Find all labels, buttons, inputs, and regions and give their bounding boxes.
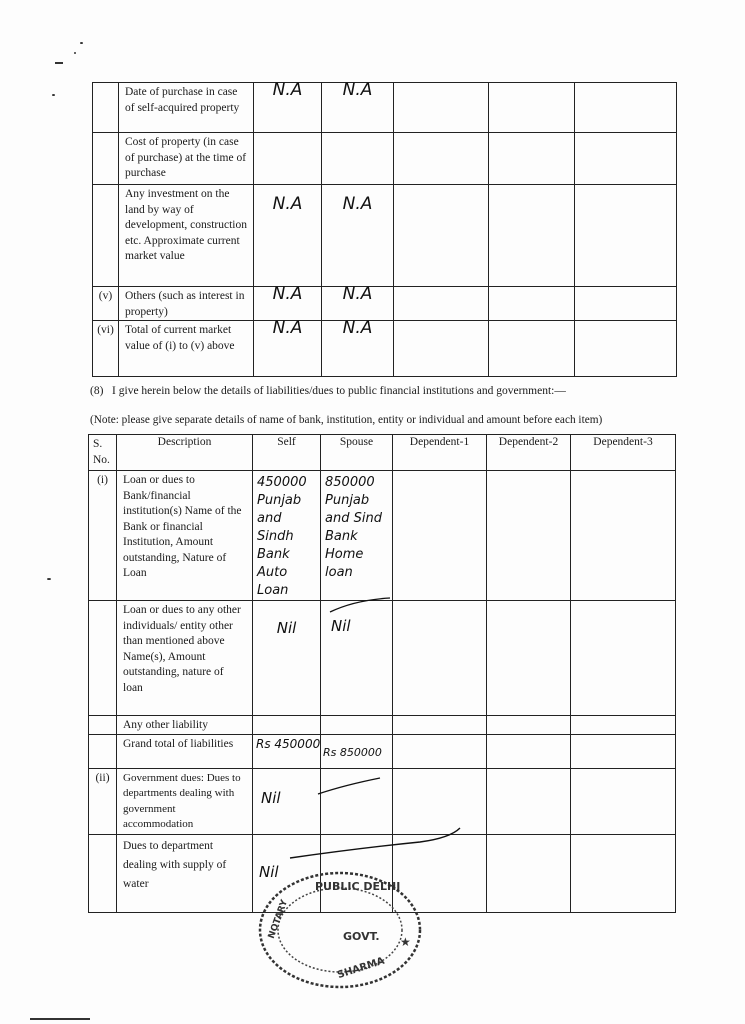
handwritten-self: Rs 450000 bbox=[256, 736, 321, 751]
row-description: Others (such as interest in property) bbox=[119, 287, 254, 321]
row-description: Date of purchase in case of self-acquired property bbox=[119, 83, 254, 133]
row-description: Total of current market value of (i) to (v) above bbox=[119, 321, 254, 377]
stamp-text-left: NOTARY bbox=[266, 898, 291, 941]
row-description: Cost of property (in case of purchase) at the time of purchase bbox=[119, 133, 254, 185]
handwritten-self: Nil bbox=[261, 788, 281, 807]
header-dependent-1: Dependent-1 bbox=[393, 435, 487, 471]
handwritten-spouse: 850000 Punjab and Sind Bank Home loan bbox=[325, 475, 382, 580]
dash-stroke bbox=[330, 598, 390, 612]
handwritten-self: N.A bbox=[272, 284, 303, 304]
row-description: Any investment on the land by way of development, construction etc. Approximate current market value bbox=[119, 185, 254, 287]
section-number: (8) bbox=[90, 385, 104, 397]
dash-stroke bbox=[290, 828, 460, 858]
stamp-text-top: PUBLIC DELHI bbox=[315, 880, 401, 893]
row-description: Government dues: Dues to departments dealing with government accommodation bbox=[117, 768, 253, 834]
handwritten-self: Nil bbox=[259, 862, 279, 881]
header-self: Self bbox=[253, 435, 321, 471]
notary-stamp bbox=[255, 868, 425, 993]
row-description: Loan or dues to Bank/financial institution(s) Name of the Bank or financial Institution, Amount outstanding, Nature of Loan bbox=[117, 471, 253, 601]
handwritten-spouse: N.A bbox=[342, 80, 373, 100]
row-sno: (vi) bbox=[93, 321, 119, 377]
header-dependent-2: Dependent-2 bbox=[487, 435, 571, 471]
stamp-text-middle: GOVT. bbox=[343, 930, 380, 943]
handwritten-spouse: N.A bbox=[342, 194, 373, 215]
handwritten-spouse: Nil bbox=[331, 617, 351, 635]
row-description: Loan or dues to any other individuals/ entity other than mentioned above Name(s), Amount outstanding, nature of loan bbox=[117, 601, 253, 716]
handwritten-spouse: N.A bbox=[342, 318, 373, 338]
header-description: Description bbox=[117, 435, 253, 471]
dash-stroke bbox=[318, 778, 380, 794]
row-sno: (v) bbox=[93, 287, 119, 321]
section-note: (Note: please give separate details of name of bank, institution, entity or individual and amount before each item) bbox=[90, 414, 603, 426]
stamp-text-bottom: SHARMA bbox=[336, 955, 386, 982]
handwritten-spouse: Rs 850000 bbox=[323, 745, 382, 759]
handwritten-self: N.A bbox=[272, 194, 303, 215]
header-spouse: Spouse bbox=[321, 435, 393, 471]
row-sno: (ii) bbox=[89, 768, 117, 834]
handwritten-self: 450000 Punjab and Sindh Bank Auto Loan bbox=[257, 475, 307, 598]
header-sno: S. No. bbox=[89, 435, 117, 471]
header-dependent-3: Dependent-3 bbox=[571, 435, 676, 471]
handwritten-spouse: N.A bbox=[342, 284, 373, 304]
handwritten-self: N.A bbox=[272, 80, 303, 100]
row-description: Grand total of liabilities bbox=[117, 734, 253, 768]
star-icon: ★ bbox=[400, 935, 411, 949]
row-sno: (i) bbox=[89, 471, 117, 601]
handwritten-self: Nil bbox=[276, 619, 297, 637]
row-description: Any other liability bbox=[117, 716, 253, 735]
row-description: Dues to department dealing with supply of water bbox=[117, 834, 253, 912]
handwritten-self: N.A bbox=[272, 318, 303, 338]
section-text: I give herein below the details of liabilities/dues to public financial institutions and government:— bbox=[112, 385, 566, 397]
